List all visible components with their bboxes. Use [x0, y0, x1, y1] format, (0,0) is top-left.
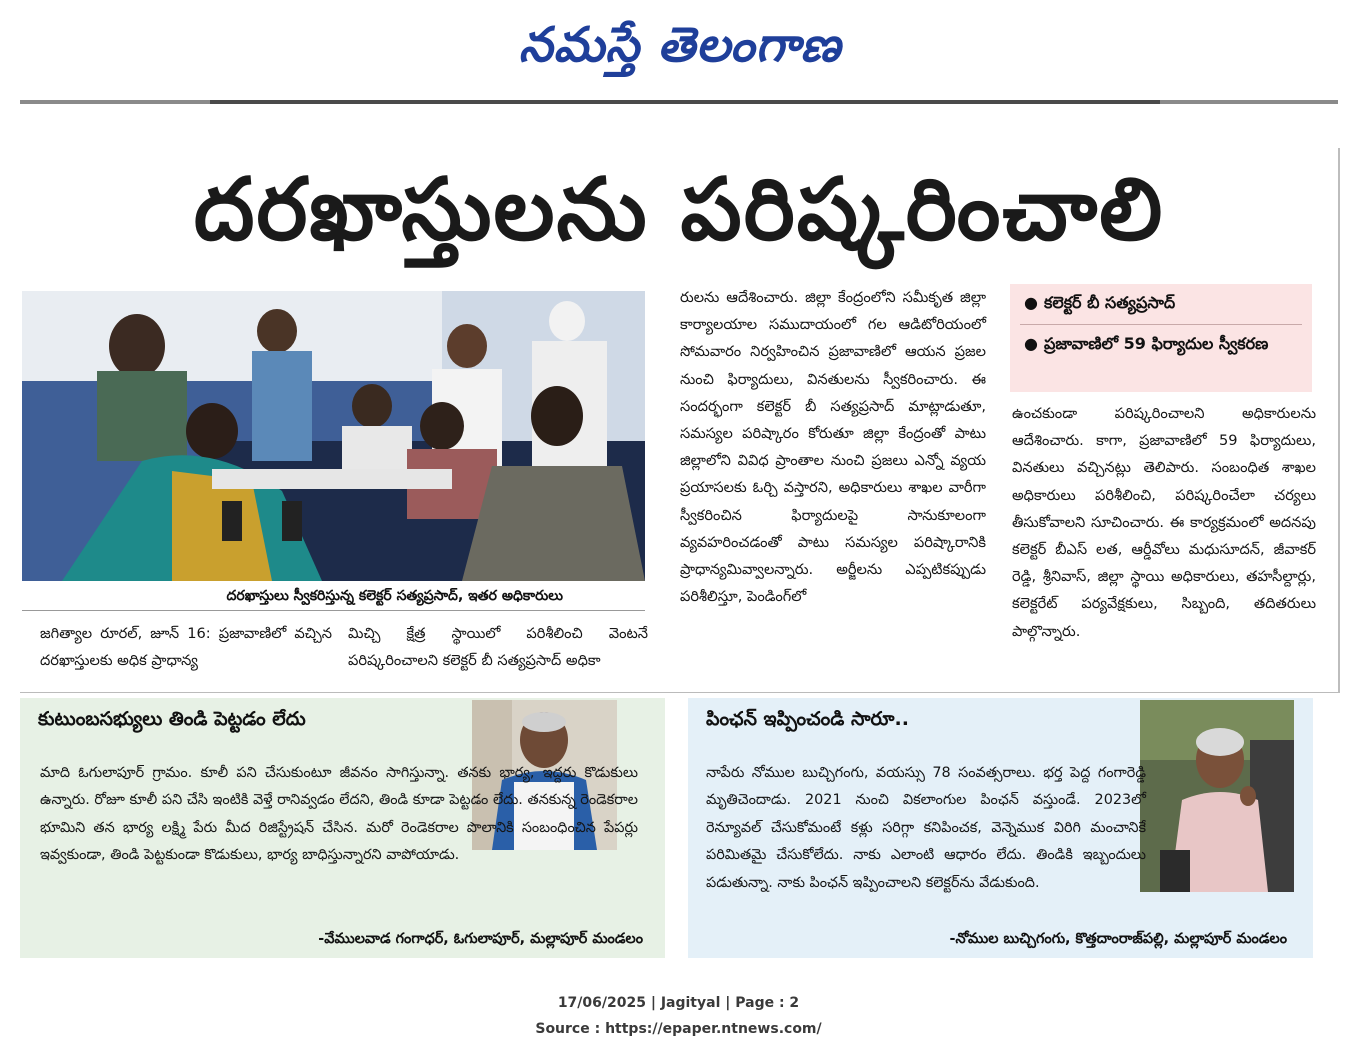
source-link[interactable]: Source : https://epaper.ntnews.com/	[535, 1021, 822, 1037]
highlights-box	[1010, 284, 1312, 392]
section-divider	[20, 692, 1338, 693]
story-title: కుటుంబసభ్యులు తిండి పెట్టడం లేదు	[38, 708, 306, 730]
news-photo	[22, 291, 645, 581]
article-text: మిచ్చి క్షేత్ర స్థాయిలో పరిశీలించి వెంటనే పరిష్కరించాలని కలెక్టర్‌ బీ సత్యప్రసాద్‌ అధికా	[348, 625, 648, 670]
bullet-icon: ●	[1024, 293, 1038, 312]
article-column-4	[1012, 400, 1316, 645]
edition-info: 17/06/2025 | Jagityal | Page : 2	[557, 995, 800, 1011]
article-text: రులను ఆదేశించారు. జిల్లా కేంద్రంలోని సమీకృత జిల్లా కార్యాలయాల సముదాయంలో గల ఆడిటోరియంలో సోమవారం నిర్వహించిన ప్రజావాణిలో ఆయన ప్రజల నుంచి ఫిర్యాదులు, వినతులను స్వీకరించారు. ఈ సందర్భంగా కలెక్టర్‌ బీ సత్యప్రసాద్‌ మాట్లాడుతూ, సమస్యల పరిష్కారం కోరుతూ జిల్లా కేంద్రంతో పాటు జిల్లాలోని వివిధ ప్రాంతాల నుంచి ప్రజలు ఎన్నో వ్యయ ప్రయాసలకు ఓర్చి వస్తారని, అధికారులు శాఖల వారీగా స్వీకరించిన ఫిర్యాదులపై సానుకూలంగా వ్యవహరించడంతో పాటు సమస్యల పరిష్కారానికి ప్రాధాన్యమివ్వాలన్నారు. అర్జీలను ఎప్పటికప్పుడు పరిశీలిస్తూ, పెండింగ్‌లో	[680, 289, 986, 606]
highlight-divider	[1020, 324, 1302, 325]
story-title: పింఛన్‌ ఇప్పించండి సారూ..	[706, 708, 909, 730]
highlight-item	[1020, 290, 1302, 316]
story-signature: -నోముల బుచ్చిగంగు, కొత్తదాంరాజ్‌పల్లి, మల్లాపూర్‌ మండలం	[949, 931, 1287, 947]
highlight-item	[1020, 331, 1302, 357]
highlight-text: కలెక్టర్‌ బీ సత్యప్రసాద్‌	[1044, 293, 1176, 312]
article-column-2	[348, 620, 648, 674]
grievance-story-right	[688, 698, 1313, 958]
grievance-story-left	[20, 698, 665, 958]
masthead	[0, 0, 1357, 104]
article-headline: దరఖాస్తులను పరిష్కరించాలి	[193, 160, 1165, 260]
caption-divider	[22, 610, 645, 611]
column-divider	[1338, 148, 1340, 693]
page-footer	[0, 990, 1357, 1042]
article-text: ఉంచకుండా పరిష్కరించాలని అధికారులను ఆదేశించారు. కాగా, ప్రజావాణిలో 59 ఫిర్యాదులు, వినతులు వచ్చినట్లు తెలిపారు. సంబంధిత శాఖల అధికారులు పరిశీలించి, పరిష్కరించేలా చర్యలు తీసుకోవాలని సూచించారు. ఈ కార్యక్రమంలో అదనపు కలెక్టర్‌ బీఎస్‌ లత, ఆర్డీవోలు మధుసూదన్‌, జీవాకర్‌ రెడ్డి, శ్రీనివాస్‌, జిల్లా స్థాయి అధికారులు, తహసీల్దార్లు, కలెక్టరేట్‌ పర్యవేక్షకులు, సిబ్బంది, తదితరులు పాల్గొన్నారు.	[1012, 405, 1316, 640]
story-signature: -వేములవాడ గంగాధర్‌, ఓగులాపూర్‌, మల్లాపూర్‌ మండలం	[318, 931, 643, 947]
complainant-photo	[1140, 700, 1294, 892]
highlight-text: ప్రజావాణిలో 59 ఫిర్యాదుల స్వీకరణ	[1044, 334, 1269, 353]
article-text: జగిత్యాల రూరల్‌, జూన్‌ 16: ప్రజావాణిలో వచ్చిన దరఖాస్తులకు అధిక ప్రాధాన్య	[40, 625, 332, 670]
elderly-woman-photo	[1140, 700, 1294, 892]
article-column-3	[680, 284, 986, 610]
article-column-1	[40, 620, 332, 674]
collector-meeting-photo	[22, 291, 645, 581]
story-body: మాది ఓగులాపూర్‌ గ్రామం. కూలీ పని చేసుకుంటూ జీవనం సాగిస్తున్నా. తనకు భార్య, ఇద్దరు కొడుకులు ఉన్నారు. రోజూ కూలీ పని చేసి ఇంటికి వెళ్తే రానివ్వడం లేదని, తిండి కూడా పెట్టడం లేదు. తనకున్న రెండెకరాల భూమిని తన భార్య లక్ష్మి పేరు మీద రిజిస్ట్రేషన్‌ చేసిన. మరో రెండెకరాల పొలానికి సంబంధించిన పేపర్లు ఇవ్వకుండా, తిండి పెట్టకుండా కొడుకులు, భార్య బాధిస్తున్నారని వాపోయాడు.	[40, 765, 638, 864]
masthead-divider-accent	[210, 100, 1160, 104]
story-body: నాపేరు నోముల బుచ్చిగంగు, వయస్సు 78 సంవత్సరాలు. భర్త పెద్ద గంగారెడ్డి మృతిచెందాడు. 2021 నుంచి వికలాంగుల పింఛన్‌ వస్తుండే. 2023లో రెన్యూవల్‌ చేసుకోమంటే కళ్లు సరిగ్గా కనిపించక, వెన్నెముక విరిగి మంచానికే పరిమితమై చేసుకోలేదు. నాకు ఎలాంటి ఆధారం లేదు. తిండికి ఇబ్బందులు పడుతున్నా. నాకు పింఛన్‌ ఇప్పించాలని కలెక్టర్‌ను వేడుకుంది.	[706, 765, 1146, 891]
photo-caption: దరఖాస్తులు స్వీకరిస్తున్న కలెక్టర్‌ సత్యప్రసాద్‌, ఇతర అధికారులు	[226, 588, 563, 604]
newspaper-logo: నమస్తే తెలంగాణ	[518, 17, 842, 73]
bullet-icon: ●	[1024, 334, 1038, 353]
